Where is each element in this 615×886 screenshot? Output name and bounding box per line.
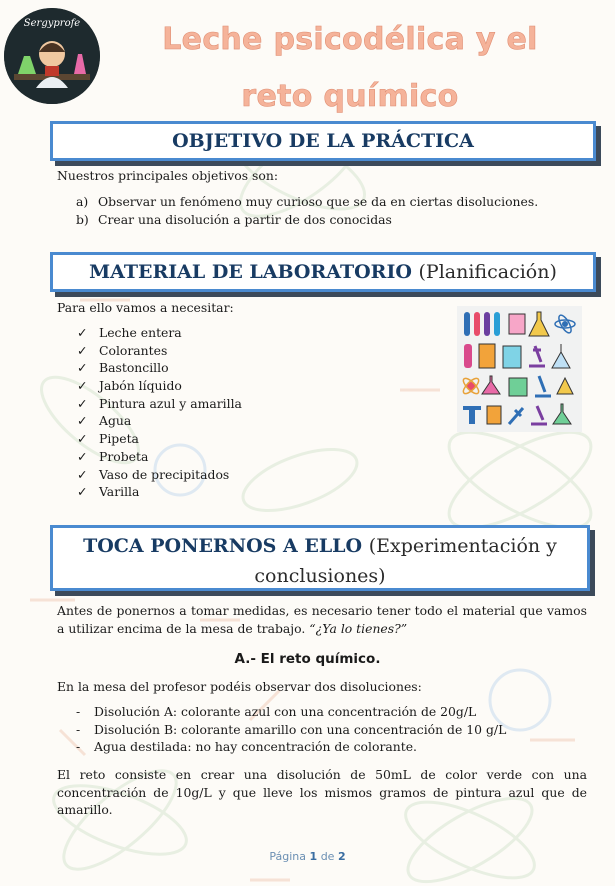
list-item: ✓ Varilla	[77, 484, 140, 500]
list-item: ✓ Colorantes	[77, 342, 168, 358]
lab-equipment-icon	[457, 306, 582, 432]
list-item: ✓ Agua	[77, 413, 132, 429]
objetivo-title: OBJETIVO DE LA PRÁCTICA	[172, 130, 474, 152]
page-title-line1: Leche psicodélica y el	[162, 22, 538, 57]
material-title-sub: (Planificación)	[418, 261, 557, 283]
reto-text: El reto consiste en crear una disolución de 50mL de color verde con una concentración de 10g/L y que lleve los mismos gramos de pintura azul que de amarillo.	[57, 767, 587, 817]
list-item: a) Observar un fenómeno muy curioso que se da en ciertas disoluciones.	[76, 194, 539, 209]
list-item: - Agua destilada: no hay concentración de colorante.	[76, 739, 417, 754]
list-item: - Disolución A: colorante azul con una concentración de 20g/L	[76, 704, 477, 719]
list-item: ✓ Pintura azul y amarilla	[77, 395, 242, 411]
list-item: ✓ Vaso de precipitados	[77, 466, 230, 482]
section-experimento-heading	[50, 525, 590, 591]
experimento-title: TOCA PONERNOS A ELLO	[83, 535, 363, 557]
reto-subheading: A.- El reto químico.	[234, 651, 381, 667]
lab-equipment-image	[457, 306, 582, 432]
material-title: MATERIAL DE LABORATORIO	[89, 261, 412, 283]
list-item: ✓ Pipeta	[77, 431, 139, 447]
list-item: ✓ Jabón líquido	[77, 378, 182, 394]
mesa-text: En la mesa del profesor podéis observar dos disoluciones:	[57, 679, 422, 694]
disoluciones-list	[76, 703, 506, 756]
page-number: 1	[309, 850, 318, 863]
material-list	[57, 324, 242, 501]
section-material-heading	[50, 252, 596, 292]
list-item: ✓ Probeta	[77, 448, 149, 464]
logo	[4, 8, 100, 104]
list-item: ✓ Leche entera	[77, 325, 182, 340]
material-intro: Para ello vamos a necesitar:	[57, 300, 234, 315]
list-item: - Disolución B: colorante amarillo con una concentración de 10 g/L	[76, 721, 507, 737]
experimento-title-sub2: conclusiones)	[254, 565, 386, 587]
experimento-quote: “¿Ya lo tienes?”	[309, 620, 408, 636]
list-item: ✓ Bastoncillo	[77, 360, 169, 376]
section-objetivo-heading	[50, 121, 596, 161]
objetivo-list	[76, 193, 538, 228]
page-footer: Página 1 de 2	[269, 850, 346, 863]
logo-text: Sergyprofe	[23, 18, 81, 29]
experimento-title-sub1: (Experimentación y	[368, 535, 557, 557]
objetivo-intro: Nuestros principales objetivos son:	[57, 168, 279, 183]
page-total: 2	[337, 850, 346, 863]
page-title-line2: reto químico	[241, 79, 459, 114]
experimento-intro: Antes de ponernos a tomar medidas, es necesario tener todo el material que vamos a utilizar encima de la mesa de trabajo. “¿Ya lo tienes?”	[57, 603, 587, 636]
list-item: b) Crear una disolución a partir de dos conocidas	[76, 211, 392, 227]
